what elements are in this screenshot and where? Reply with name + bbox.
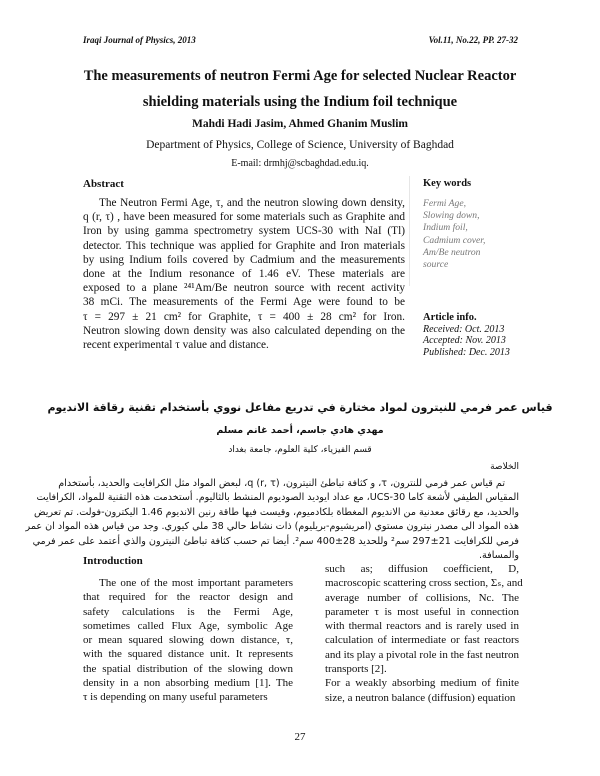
arabic-abstract-line: هذه المواد الى مصدر نيترون مستوي (امريشيوم-بريليوم) ذات نشاط حالي 38 ملي كيوري. وجد من قياس هذه المواد ان عمر xyxy=(25,521,519,533)
arabic-title: قياس عمر فرمي للنيترون لمواد مختارة في تدريع مفاعل نووي بأستخدام تقنية رقاقة الانديوم xyxy=(47,401,553,414)
intro-line: such as; diffusion coefficient, D, xyxy=(325,563,519,575)
keywords-list xyxy=(423,198,523,271)
intro-line: parameter τ is most useful in connection xyxy=(325,605,519,618)
introduction-heading: Introduction xyxy=(83,555,143,567)
intro-line: For a weakly absorbing medium of finite xyxy=(325,677,519,690)
intro-line: with the squared distance unit. It represents xyxy=(83,648,293,661)
abstract-line: detector. This technique was applied for Graphite and Iron materials xyxy=(83,239,405,252)
abstract-line: done at the Indium resonance of 1.46 eV. These materials are xyxy=(83,267,405,280)
arabic-abstract-line: والمسافة. xyxy=(478,549,519,561)
authors: Mahdi Hadi Jasim, Ahmed Ghanim Muslim xyxy=(192,118,408,130)
arabic-abstract-body xyxy=(25,477,519,563)
abstract-line: τ = 297 ± 21 cm² for Graphite, τ = 400 ± 28 cm² for Iron. xyxy=(83,310,405,323)
abstract-section xyxy=(83,178,405,352)
arabic-authors: مهدي هادي جاسم، أحمد غانم مسلم xyxy=(216,425,384,436)
email: E-mail: drmhj@scbaghdad.edu.iq. xyxy=(231,158,369,169)
arabic-affiliation: قسم الفيزياء، كلية العلوم، جامعة بغداد xyxy=(228,445,372,455)
abstract-line: by using Indium foils covered by Cadmium and the measurements xyxy=(83,253,405,266)
published-date: Published: Dec. 2013 xyxy=(423,346,510,358)
intro-line: safety calculations is the Fermi Age, xyxy=(83,605,293,618)
intro-line: density in a non absorbing medium [1]. The xyxy=(83,677,293,690)
abstract-line: q (r, τ) , have been measured for some materials such as Graphite and xyxy=(83,211,405,224)
journal-name: Iraqi Journal of Physics, 2013 xyxy=(83,35,196,45)
abstract-line: Iron by using gamma spectrometry system UCS-30 with NaI (Tl) xyxy=(83,225,405,238)
keywords-section xyxy=(423,178,523,271)
affiliation: Department of Physics, College of Science, University of Baghdad xyxy=(146,139,454,151)
abstract-line: Neutron slowing down density was also calculated depending on the xyxy=(83,324,405,337)
divider xyxy=(409,176,410,286)
accepted-date: Accepted: Nov. 2013 xyxy=(423,335,506,347)
abstract-line: 38 mCi. The measurements of the Fermi Age were found to be xyxy=(83,296,405,309)
intro-line: and its play a pivotal role in the fast neutron xyxy=(325,648,519,661)
page-number: 27 xyxy=(294,731,306,743)
keyword-item: Cadmium cover, xyxy=(423,234,486,246)
intro-line: size, a neutron balance (diffusion) equation xyxy=(325,691,516,704)
introduction-right-column xyxy=(325,562,523,705)
abstract-line: recent experimental τ value and distance. xyxy=(83,338,269,351)
intro-line: transports [2]. xyxy=(325,663,387,676)
intro-line: macroscopic scattering cross section, Σₛ, and xyxy=(325,577,523,590)
paper-title-line-2: shielding materials using the Indium foil technique xyxy=(142,94,458,110)
intro-line: or mean squared slowing down distance, τ, xyxy=(83,634,293,647)
article-info-heading: Article info. xyxy=(423,312,477,323)
intro-line: calculation of intermediate or fast reactors xyxy=(325,634,519,647)
article-info xyxy=(423,312,533,358)
abstract-body xyxy=(83,196,405,352)
intro-line: τ is depending on many useful parameters xyxy=(83,691,268,704)
intro-line: that required for the reactor design and xyxy=(83,591,293,604)
arabic-abstract-line: فرمي للكرافايت 21±297 سم² وللحديد 28±400 سم². أيضا تم حسب كثافة تباطئ النيترون والذي أعتمد على عمر فرمي xyxy=(32,535,519,547)
intro-line: The one of the most important parameters xyxy=(99,577,293,589)
volume-info: Vol.11, No.22, PP. 27-32 xyxy=(428,35,518,45)
arabic-abstract-line: المقياس الطيفي لأشعة كاما UCS-30، مع عداد ايوديد الصوديوم المنشط بالثاليوم. أستخدمت هذه التقنية للمواد، الكرافايت xyxy=(36,492,519,504)
keyword-item: Fermi Age, xyxy=(423,198,466,209)
keyword-item: Indium foil, xyxy=(423,222,468,234)
arabic-abstract-heading: الخلاصة xyxy=(490,462,519,472)
arabic-abstract-line: والحديد، مع رقائق معدنية من الانديوم المغطاة بلكادميوم، وقيست فيها طاقة رنين الانديوم 1.46 اليكترون-فولت. تم تعريض xyxy=(33,506,519,518)
abstract-heading: Abstract xyxy=(83,178,124,190)
keyword-item: Slowing down, xyxy=(423,210,480,222)
abstract-line: The Neutron Fermi Age, τ, and the neutron slowing down density, xyxy=(99,197,405,209)
abstract-line: exposed to a plane ²⁴¹Am/Be neutron source with recent activity xyxy=(83,282,405,295)
arabic-abstract-line: تم قياس عمر فرمي للنترون، τ، و كثافة تباطئ النيترون، q (r, τ)، لبعض المواد مثل الكرافايت والحديد، بأستخدام xyxy=(58,478,505,489)
intro-line: the spatial distribution of the slowing down xyxy=(83,662,293,675)
intro-line: with thermal reactors and is rarely used in xyxy=(325,620,519,633)
keywords-heading: Key words xyxy=(423,178,472,189)
intro-line: average number of collisions, Nc. The xyxy=(325,591,519,604)
intro-line: sometimes called Flux Age, symbolic Age xyxy=(83,619,293,632)
keyword-item: source xyxy=(423,259,449,271)
keyword-item: Am/Be neutron xyxy=(423,246,481,258)
paper-title-line-1: The measurements of neutron Fermi Age for selected Nuclear Reactor xyxy=(83,68,517,84)
received-date: Received: Oct. 2013 xyxy=(423,323,505,335)
introduction-left-column xyxy=(83,576,293,705)
